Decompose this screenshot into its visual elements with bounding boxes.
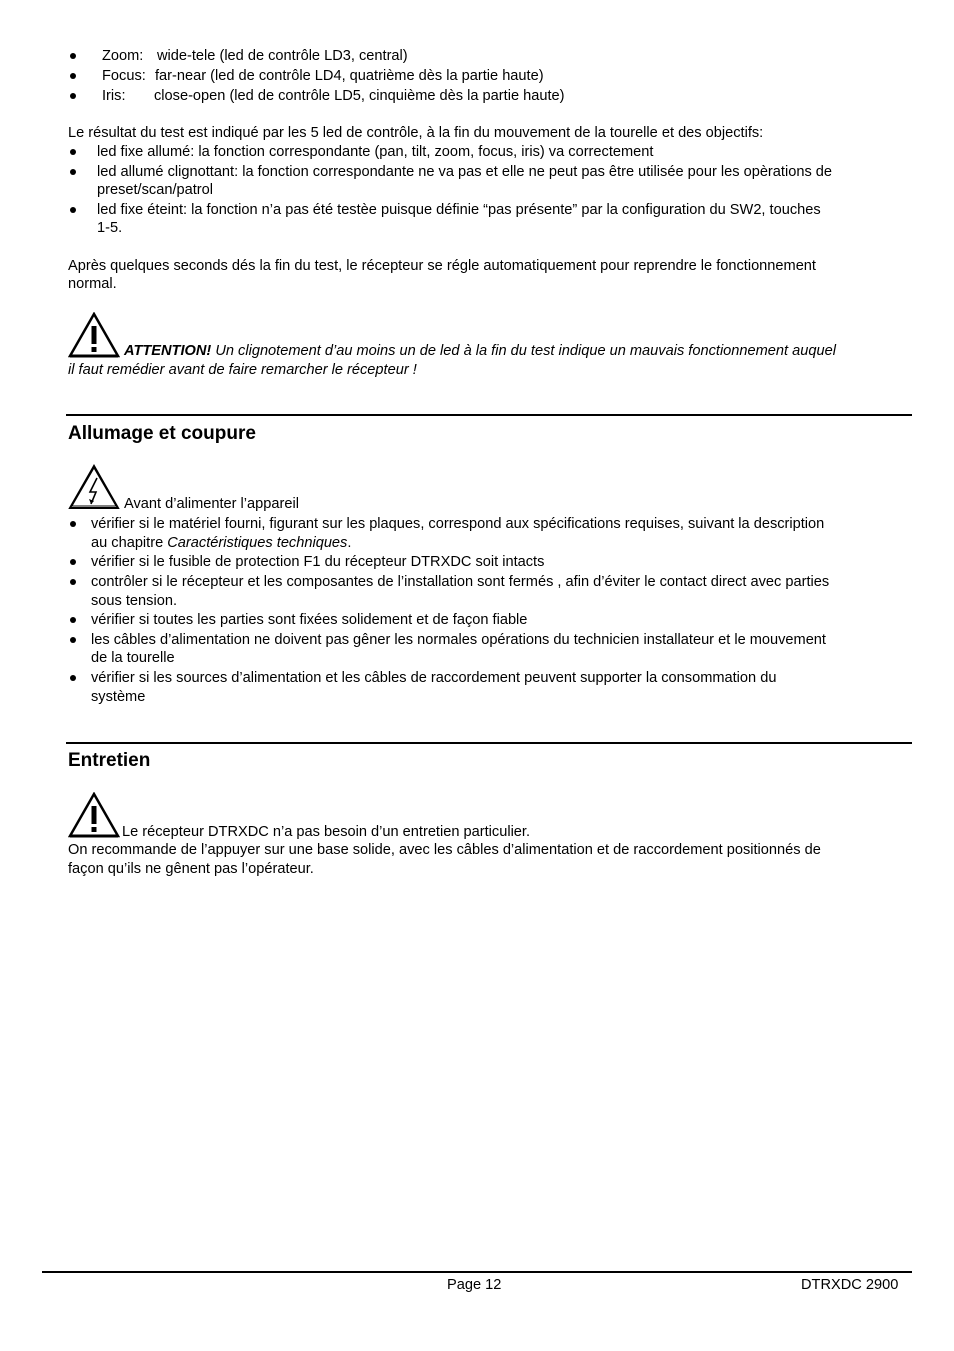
list-item: les câbles d’alimentation ne doivent pas gêner les normales opérations du technicien installateur et le mouvement [91, 632, 826, 648]
section-title-power: Allumage et coupure [68, 423, 256, 444]
attention-text: Un clignotement d’au moins un de led à la fin du test indique un mauvais fonctionnement auquel [211, 343, 836, 359]
list-value: close-open (led de contrôle LD5, cinquième dès la partie haute) [154, 88, 565, 104]
list-item-cont: sous tension. [91, 593, 177, 609]
attention-line2: il faut remédier avant de faire remarcher le récepteur ! [68, 362, 417, 378]
list-item-cont: système [91, 689, 146, 705]
list-key: Zoom: [102, 48, 144, 64]
maintenance-text-line2: façon qu’ils ne gênent pas l’opérateur. [68, 861, 314, 877]
list-key: Iris: [102, 88, 126, 104]
list-item: vérifier si le matériel fourni, figurant sur les plaques, correspond aux spécifications requises, suivant la description [91, 516, 825, 532]
maintenance-icon-caption: Le récepteur DTRXDC n’a pas besoin d’un entretien particulier. [122, 824, 531, 840]
electric-hazard-icon [68, 464, 120, 510]
list-item-cont: de la tourelle [91, 650, 175, 666]
warning-icon [68, 312, 120, 358]
list-item: led fixe allumé: la fonction correspondante (pan, tilt, zoom, focus, iris) va correctement [97, 144, 654, 160]
section-divider [66, 742, 912, 744]
bullet [70, 675, 76, 681]
page-number: Page 12 [447, 1277, 502, 1293]
warning-icon [68, 792, 120, 838]
footer-rule [42, 1271, 912, 1273]
text-prefix: au chapitre [91, 535, 168, 551]
result-intro: Le résultat du test est indiqué par les 5 led de contrôle, à la fin du mouvement de la tourelle et des objectifs: [68, 125, 764, 141]
bullet [70, 169, 76, 175]
list-item: led fixe éteint: la fonction n’a pas été testèe puisque définie “pas présente” par la configuration du SW2, touches [97, 202, 821, 218]
bullet [70, 53, 76, 59]
list-item-cont: preset/scan/patrol [97, 182, 214, 198]
list-item: vérifier si les sources d’alimentation et les câbles de raccordement peuvent supporter la consommation du [91, 670, 777, 686]
maintenance-text-line1: On recommande de l’appuyer sur une base solide, avec les câbles d’alimentation et de raccordement positionnés de [68, 842, 821, 858]
list-item: vérifier si le fusible de protection F1 du récepteur DTRXDC soit intacts [91, 554, 545, 570]
power-icon-caption: Avant d’alimenter l’appareil [124, 496, 299, 512]
bullet [70, 73, 76, 79]
bullet [70, 559, 76, 565]
bullet [70, 521, 76, 527]
list-item: contrôler si le récepteur et les composantes de l’installation sont fermés , afin d’éviter le contact direct avec parties [91, 574, 830, 590]
bullet [70, 149, 76, 155]
list-item: vérifier si toutes les parties sont fixées solidement et de façon fiable [91, 612, 528, 628]
attention-label: ATTENTION! [124, 343, 212, 359]
bullet [70, 207, 76, 213]
list-item: led allumé clignottant: la fonction correspondante ne va pas et elle ne peut pas être utilisée pour les opèrations de [97, 164, 833, 180]
bullet [70, 617, 76, 623]
attention-line1 [124, 342, 836, 360]
after-test-line2: normal. [68, 276, 117, 292]
bullet [70, 637, 76, 643]
section-title-maintenance: Entretien [68, 750, 151, 771]
list-item-cont [91, 534, 351, 552]
text-suffix: . [347, 535, 352, 551]
after-test-line1: Après quelques seconds dés la fin du test, le récepteur se régle automatiquement pour reprendre le fonctionnement [68, 258, 816, 274]
list-value: far-near (led de contrôle LD4, quatrième dès la partie haute) [155, 68, 544, 84]
list-key: Focus: [102, 68, 146, 84]
bullet [70, 93, 76, 99]
list-item-cont: 1-5. [97, 220, 123, 236]
chapter-reference: Caractéristiques techniques [167, 535, 348, 551]
document-code: DTRXDC 2900 [801, 1277, 899, 1293]
bullet [70, 579, 76, 585]
section-divider [66, 414, 912, 416]
list-value: wide-tele (led de contrôle LD3, central) [157, 48, 408, 64]
